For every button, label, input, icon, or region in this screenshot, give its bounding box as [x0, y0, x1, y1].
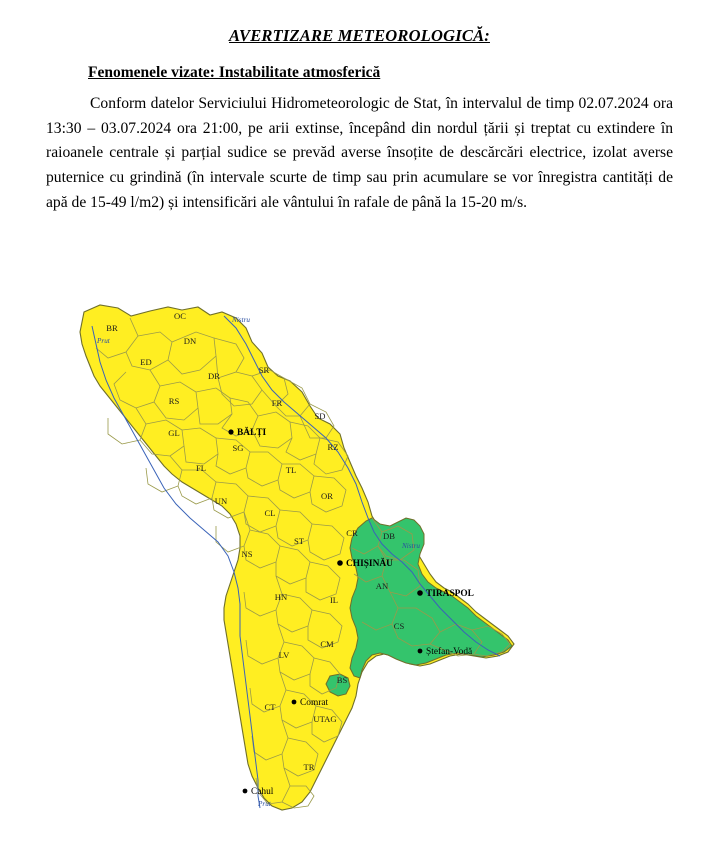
svg-text:Prut: Prut	[97, 337, 110, 345]
svg-text:BR: BR	[106, 323, 118, 333]
svg-text:RS: RS	[168, 396, 180, 406]
svg-text:NS: NS	[241, 549, 253, 559]
svg-text:BS: BS	[336, 675, 348, 685]
svg-text:OC: OC	[174, 311, 186, 321]
svg-text:CM: CM	[320, 639, 334, 649]
svg-text:UN: UN	[214, 496, 228, 506]
svg-text:CHIȘINĂU: CHIȘINĂU	[346, 559, 393, 569]
warning-paragraph: Conform datelor Serviciului Hidrometeorologic de Stat, în intervalul de timp 02.07.2024 ora 13:30 – 03.07.2024 ora 21:00, pe arii extinse, începând din nordul țării și treptat cu extindere în raioanele centrale și parțial sudice se prevăd averse însoțite de descărcări electrice, izolat averse puternice cu grindină (în intervale scurte de timp sau prin acumulare se vor înregistra cantități de apă de 15-49 l/m2) și intensificări ale vântului în rafale de până la 15-20 m/s.	[46, 95, 673, 211]
svg-text:TL: TL	[285, 465, 297, 475]
svg-text:DN: DN	[183, 336, 197, 346]
svg-text:DB: DB	[383, 531, 395, 541]
map-svg	[0, 294, 719, 844]
svg-text:SD: SD	[314, 411, 326, 421]
svg-text:CR: CR	[346, 528, 358, 538]
svg-text:CT: CT	[264, 702, 276, 712]
svg-text:UTAG: UTAG	[313, 714, 337, 724]
svg-text:Comrat: Comrat	[300, 698, 329, 708]
svg-text:SG: SG	[232, 443, 244, 453]
document-page	[0, 26, 719, 844]
svg-text:Prut: Prut	[258, 800, 271, 808]
moldova-map	[0, 294, 719, 844]
svg-text:FL: FL	[195, 463, 207, 473]
svg-text:Cahul: Cahul	[251, 787, 274, 797]
svg-text:ST: ST	[293, 536, 305, 546]
svg-text:TIRASPOL: TIRASPOL	[426, 589, 474, 599]
svg-text:Nistru: Nistru	[232, 316, 250, 324]
svg-text:TR: TR	[303, 762, 315, 772]
svg-text:SR: SR	[258, 365, 270, 375]
map-country-yellow	[80, 305, 514, 810]
svg-text:LV: LV	[278, 650, 290, 660]
svg-text:CS: CS	[393, 621, 405, 631]
svg-text:Ștefan-Vodă: Ștefan-Vodă	[426, 647, 473, 657]
svg-text:CL: CL	[264, 508, 276, 518]
svg-text:RZ: RZ	[327, 442, 339, 452]
svg-text:ED: ED	[140, 357, 152, 367]
svg-text:GL: GL	[168, 428, 180, 438]
svg-text:Nistru: Nistru	[402, 542, 420, 550]
svg-text:OR: OR	[321, 491, 333, 501]
svg-text:AN: AN	[375, 581, 389, 591]
svg-text:FR: FR	[271, 398, 283, 408]
svg-text:IL: IL	[329, 595, 339, 605]
svg-text:HN: HN	[274, 592, 288, 602]
svg-text:DR: DR	[208, 371, 220, 381]
phenomena-subtitle: Fenomenele vizate: Instabilitate atmosferică	[88, 64, 381, 81]
page-title: AVERTIZARE METEOROLOGICĂ:	[229, 26, 490, 45]
svg-text:BĂLȚI: BĂLȚI	[237, 428, 267, 438]
